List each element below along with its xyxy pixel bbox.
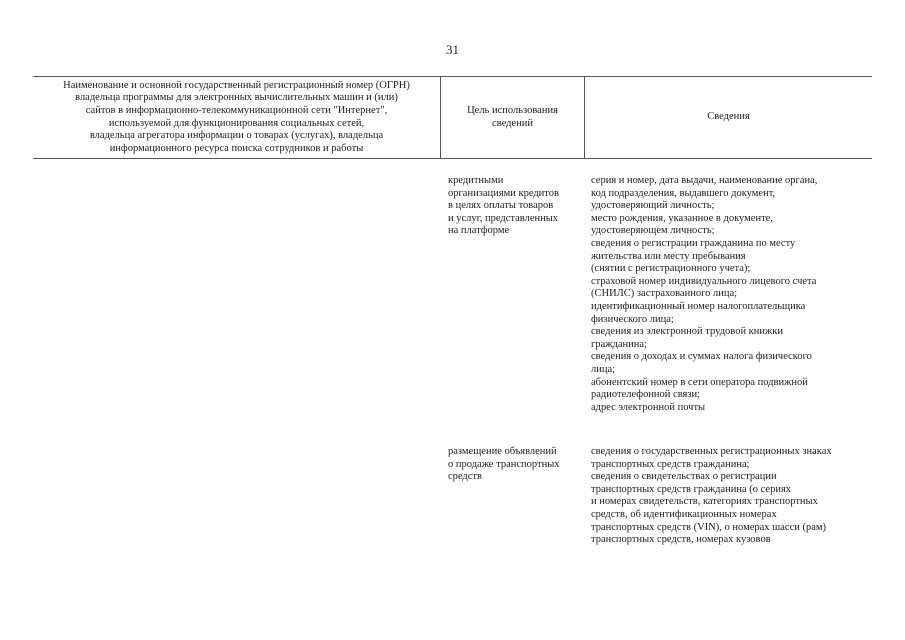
row-2-info: сведения о государственных регистрационных знаках транспортных средств гражданина; сведения о свидетельствах о регистрации транспортных средств гражданина (о сериях и номерах свидетельств, категориях транспортных средств, об идентификационных номерах транспортных средств (VIN), о номерах шасси (рам) транспортных средств, номерах кузовов xyxy=(591,446,832,546)
table-header-bottom-rule xyxy=(33,158,872,159)
page-number: 31 xyxy=(446,42,459,57)
row-1-info: серия и номер, дата выдачи, наименование органа, код подразделения, выдавшего документ, удостоверяющий личность; место рождения, указанное в документе, удостоверяющем личность; сведения о регистрации гражданина по месту жительства или месту пребывания (снятии с регистрационного учета); страховой номер индивидуального лицевого счета (СНИЛС) застрахованного лица; идентификационный номер налогоплательщика физического лица; сведения из электронной трудовой книжки гражданина; сведения о доходах и суммах налога физического лица; абонентский номер в сети оператора подвижной радиотелефонной связи; адрес электронной почты xyxy=(591,175,818,413)
row-2-purpose: размещение объявлений о продаже транспортных средств xyxy=(448,446,560,483)
header-purpose-text: Цель использования сведений xyxy=(467,104,558,129)
row-1-purpose: кредитными организациями кредитов в целях оплаты товаров и услуг, представленных на платформе xyxy=(448,175,559,237)
header-info xyxy=(585,77,872,158)
header-owner xyxy=(33,77,440,158)
header-owner-text: Наименование и основной государственный регистрационный номер (ОГРН) владельца программы для электронных вычислительных машин и (или) сайтов в информационно-телекоммуникационной сети "Интернет", используемой для функционирования социальных сетей, владельца агрегатора информации о товарах (услугах), владельца информационного ресурса поиска сотрудников и работы xyxy=(63,79,410,154)
header-purpose xyxy=(441,77,584,158)
header-info-text: Сведения xyxy=(707,111,750,123)
